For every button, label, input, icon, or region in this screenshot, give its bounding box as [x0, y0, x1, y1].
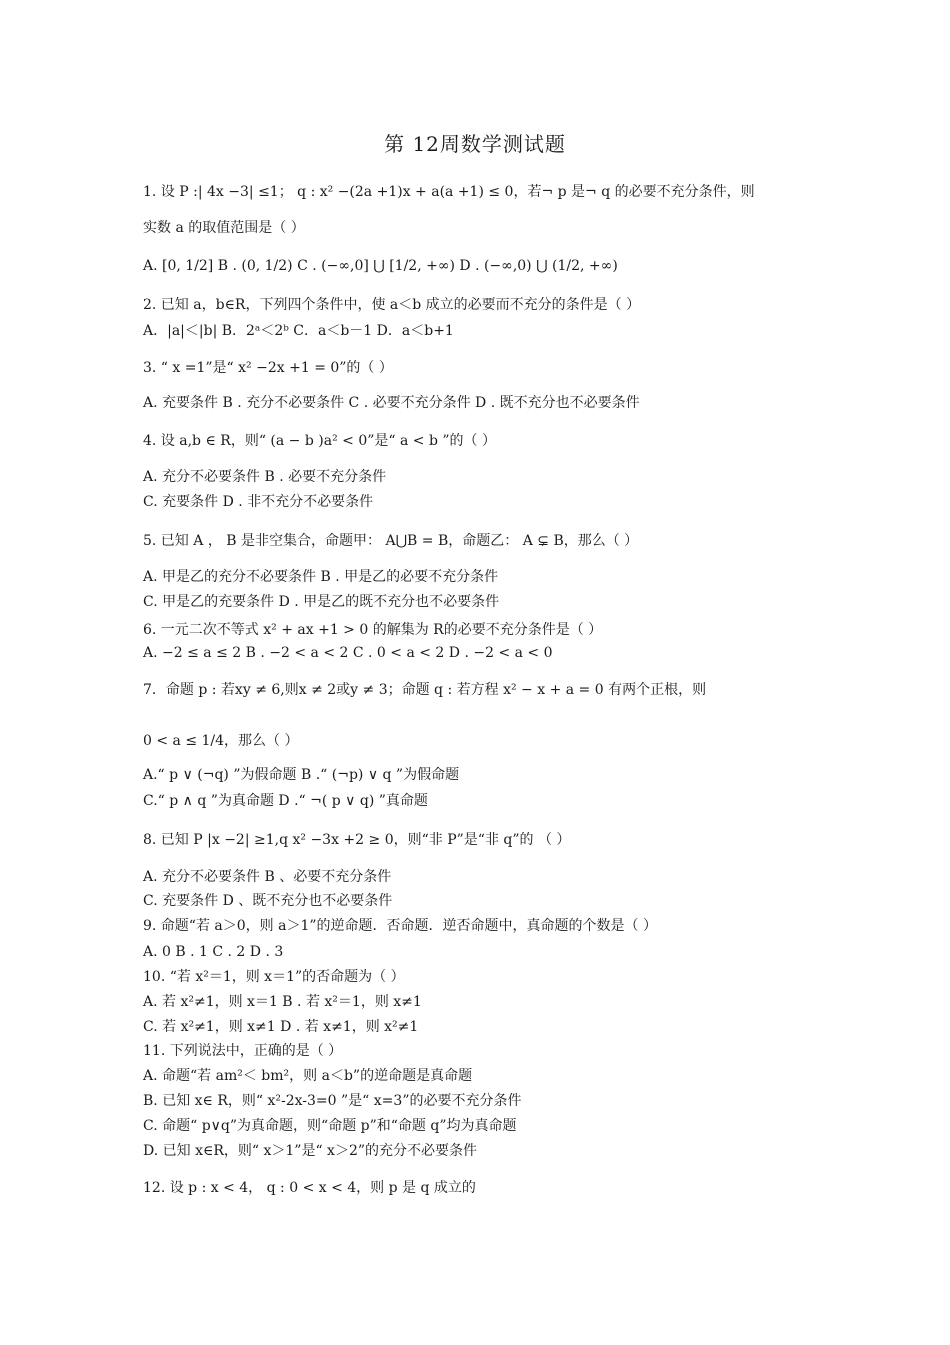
question-line-q4o2: C. 充要条件 D . 非不充分不必要条件: [143, 494, 374, 510]
question-line-q11o1: A. 命题“若 am²＜ bm²，则 a＜b”的逆命题是真命题: [143, 1068, 473, 1084]
question-line-q3o: A. 充要条件 B . 充分不必要条件 C . 必要不充分条件 D . 既不充分也不必要条件: [143, 395, 640, 411]
question-line-q5o1: A. 甲是乙的充分不必要条件 B . 甲是乙的必要不充分条件: [143, 569, 499, 585]
question-line-q11a: 11. 下列说法中，正确的是（ ）: [143, 1043, 343, 1059]
question-line-q3a: 3. “ x =1”是“ x² −2x +1 = 0”的（ ）: [143, 360, 393, 376]
question-line-q9o: A. 0 B . 1 C . 2 D . 3: [143, 944, 284, 960]
question-line-q10o2: C. 若 x²≠1，则 x≠1 D . 若 x≠1，则 x²≠1: [143, 1019, 419, 1035]
question-line-q7o2: C.“ p ∧ q ”为真命题 D .“ ¬( p ∨ q) ”真命题: [143, 793, 428, 809]
question-line-q7a: 7．命题 p : 若xy ≠ 6,则x ≠ 2或y ≠ 3；命题 q : 若方程 x² − x + a = 0 有两个正根，则: [143, 682, 707, 698]
question-line-q5a: 5. 已知 A ， B 是非空集合，命题甲： A⋃B = B，命题乙： A ⊊ B，那么（ ）: [143, 533, 639, 549]
question-line-q7o1: A.“ p ∨ (¬q) ”为假命题 B .“ (¬p) ∨ q ”为假命题: [143, 767, 460, 783]
question-line-q2o: A．|a|＜|b| B．2ᵃ＜2ᵇ C．a＜b－1 D．a＜b+1: [143, 323, 454, 339]
question-line-q1b: 实数 a 的取值范围是（ ）: [143, 220, 305, 236]
question-line-q8o2: C. 充要条件 D 、既不充分也不必要条件: [143, 893, 393, 909]
question-line-q6a: 6. 一元二次不等式 x² + ax +1 > 0 的解集为 R的必要不充分条件是（ ）: [143, 622, 603, 638]
question-line-q11o2: B. 已知 x∈ R，则“ x²-2x-3=0 ”是“ x=3”的必要不充分条件: [143, 1093, 522, 1109]
question-line-q8a: 8. 已知 P |x −2| ≥1,q x² −3x +2 ≥ 0，则“非 P”是“非 q”的 （ ）: [143, 832, 571, 848]
question-line-q2a: 2. 已知 a，b∈R，下列四个条件中，使 a＜b 成立的必要而不充分的条件是（ ）: [143, 297, 641, 313]
question-line-q12a: 12. 设 p : x < 4， q : 0 < x < 4，则 p 是 q 成立的: [143, 1180, 476, 1196]
question-line-q1a: 1. 设 P :| 4x −3| ≤1； q : x² −(2a +1)x + a(a +1) ≤ 0，若¬ p 是¬ q 的必要不充分条件，则: [143, 184, 755, 200]
question-line-q4a: 4. 设 a,b ∈ R，则“ (a − b )a² < 0”是“ a < b ”的（ ）: [143, 433, 497, 449]
question-line-q1o: A. [0, 1/2] B . (0, 1/2) C . (−∞,0] ⋃ [1/2, +∞) D . (−∞,0) ⋃ (1/2, +∞): [143, 258, 618, 274]
question-line-q6o: A. −2 ≤ a ≤ 2 B . −2 < a < 2 C . 0 < a < 2 D . −2 < a < 0: [143, 645, 553, 661]
question-line-q8o1: A. 充分不必要条件 B 、必要不充分条件: [143, 869, 392, 885]
question-line-q11o3: C. 命题“ p∨q”为真命题，则“命题 p”和“命题 q”均为真命题: [143, 1118, 517, 1134]
question-line-q11o4: D. 已知 x∈R，则“ x＞1”是“ x＞2”的充分不必要条件: [143, 1143, 478, 1159]
question-line-q10o1: A. 若 x²≠1，则 x＝1 B . 若 x²＝1，则 x≠1: [143, 994, 422, 1010]
question-line-q5o2: C. 甲是乙的充要条件 D . 甲是乙的既不充分也不必要条件: [143, 594, 500, 610]
question-line-q10a: 10. “若 x²＝1，则 x＝1”的否命题为（ ）: [143, 969, 405, 985]
page-title: 第 12周数学测试题: [384, 132, 566, 156]
question-line-q9a: 9. 命题“若 a＞0，则 a＞1”的逆命题．否命题．逆否命题中，真命题的个数是（ ）: [143, 918, 657, 934]
question-line-q4o1: A. 充分不必要条件 B . 必要不充分条件: [143, 469, 387, 485]
question-line-q7b: 0 < a ≤ 1/4，那么（ ）: [143, 733, 299, 749]
